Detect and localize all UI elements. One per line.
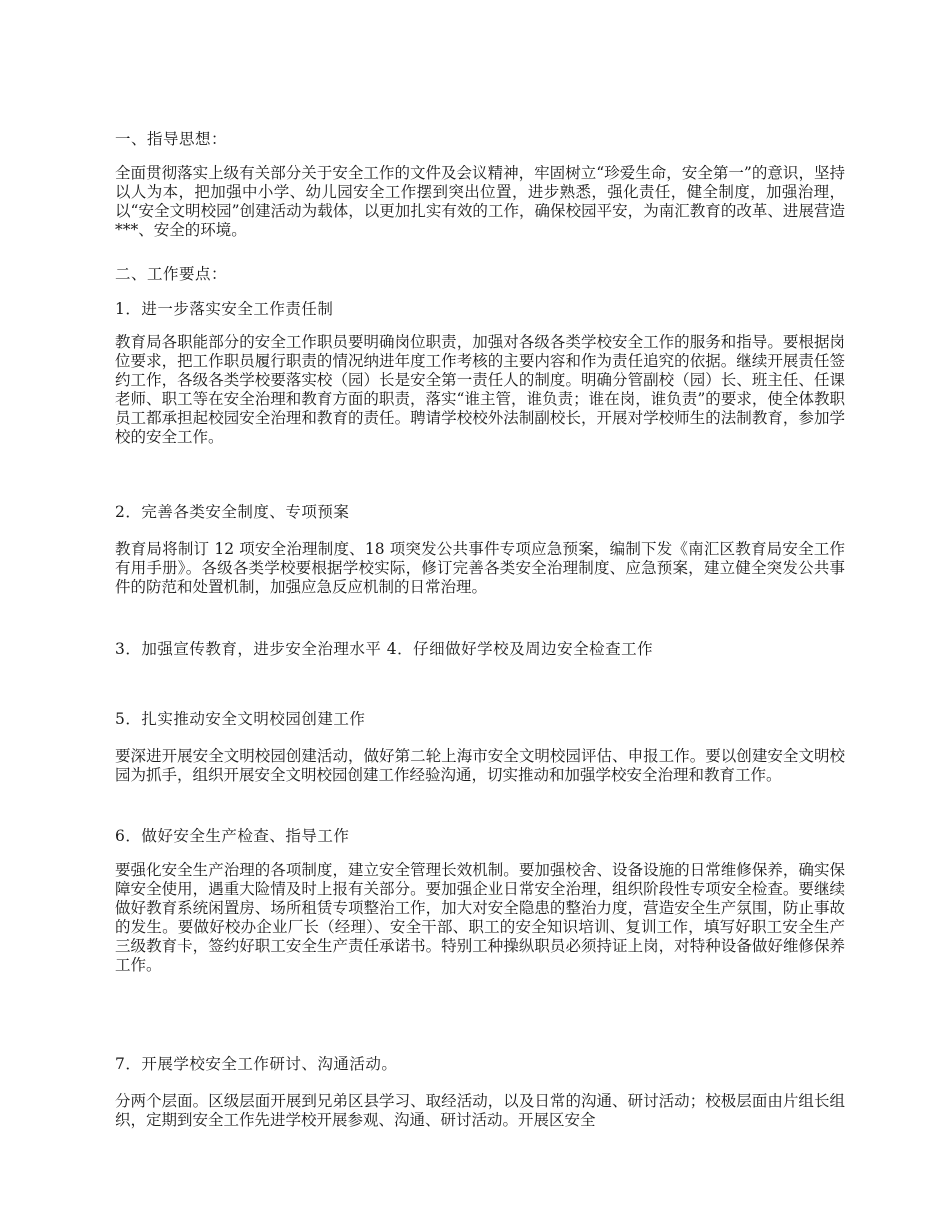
paragraph-item-2: 教育局将制订 12 项安全治理制度、18 项突发公共事件专项应急预案，编制下发《南汇区教育局安全工作有用手册》。各级各类学校要根据学校实际，修订完善各类安全治理制度、应急预案，建立健全突发公共事件的防范和处置机制，加强应急反应机制的日常治理。 [115, 540, 845, 596]
paragraph-guiding-thought: 全面贯彻落实上级有关部分关于安全工作的文件及会议精神，牢固树立“珍爱生命，安全第一”的意识，坚持以人为本，把加强中小学、幼儿园安全工作摆到突出位置，进步熟悉，强化责任，健全制度，加强治理，以“安全文明校园”创建活动为载体，以更加扎实有效的工作，确保校园平安，为南汇教育的改革、进展营造***、安全的环境。 [115, 164, 845, 239]
item-heading-5: 5．扎实推动安全文明校园创建工作 [115, 710, 366, 728]
paragraph-item-1: 教育局各职能部分的安全工作职员要明确岗位职责，加强对各级各类学校安全工作的服务和指导。要根据岗位要求，把工作职员履行职责的情况纳进年度工作考核的主要内容和作为责任追究的依据。继续开展责任签约工作，各级各类学校要落实校（园）长是安全第一责任人的制度。明确分管副校（园）长、班主任、任课老师、职工等在安全治理和教育方面的职责，落实“谁主管，谁负责；谁在岗，谁负责”的要求，使全体教职员工都承担起校园安全治理和教育的责任。聘请学校校外法制副校长，开展对学校师生的法制教育，参加学校的安全工作。 [115, 333, 845, 446]
item-heading-1: 1．进一步落实安全工作责任制 [115, 300, 334, 318]
item-heading-3-4: 3．加强宣传教育，进步安全治理水平 4．仔细做好学校及周边安全检查工作 [115, 640, 654, 658]
section-heading-work-points: 二、工作要点： [115, 265, 228, 283]
paragraph-item-7: 分两个层面。区级层面开展到兄弟区县学习、取经活动，以及日常的沟通、研讨活动；校极层面由片组长组织，定期到安全工作先进学校开展参观、沟通、研讨活动。开展区安全 [115, 1092, 845, 1129]
item-heading-7: 7．开展学校安全工作研讨、沟通活动。 [115, 1055, 398, 1073]
paragraph-item-6: 要强化安全生产治理的各项制度，建立安全管理长效机制。要加强校舍、设备设施的日常维修保养，确实保障安全使用，遇重大险情及时上报有关部分。要加强企业日常安全治理，组织阶段性专项安全检查。要继续做好教育系统闲置房、场所租赁专项整治工作，加大对安全隐患的整治力度，营造安全生产氛围，防止事故的发生。要做好校办企业厂长（经理）、安全干部、职工的安全知识培训、复训工作，填写好职工安全生产三级教育卡，签约好职工安全生产责任承诺书。特别工种操纵职员必须持证上岗，对特种设备做好维修保养工作。 [115, 861, 845, 974]
item-heading-2: 2．完善各类安全制度、专项预案 [115, 503, 350, 521]
section-heading-guiding-thought: 一、指导思想： [115, 130, 228, 148]
item-heading-6: 6．做好安全生产检查、指导工作 [115, 827, 350, 845]
paragraph-item-5: 要深进开展安全文明校园创建活动，做好第二轮上海市安全文明校园评估、申报工作。要以创建安全文明校园为抓手，组织开展安全文明校园创建工作经验沟通，切实推动和加强学校安全治理和教育工作。 [115, 747, 845, 784]
